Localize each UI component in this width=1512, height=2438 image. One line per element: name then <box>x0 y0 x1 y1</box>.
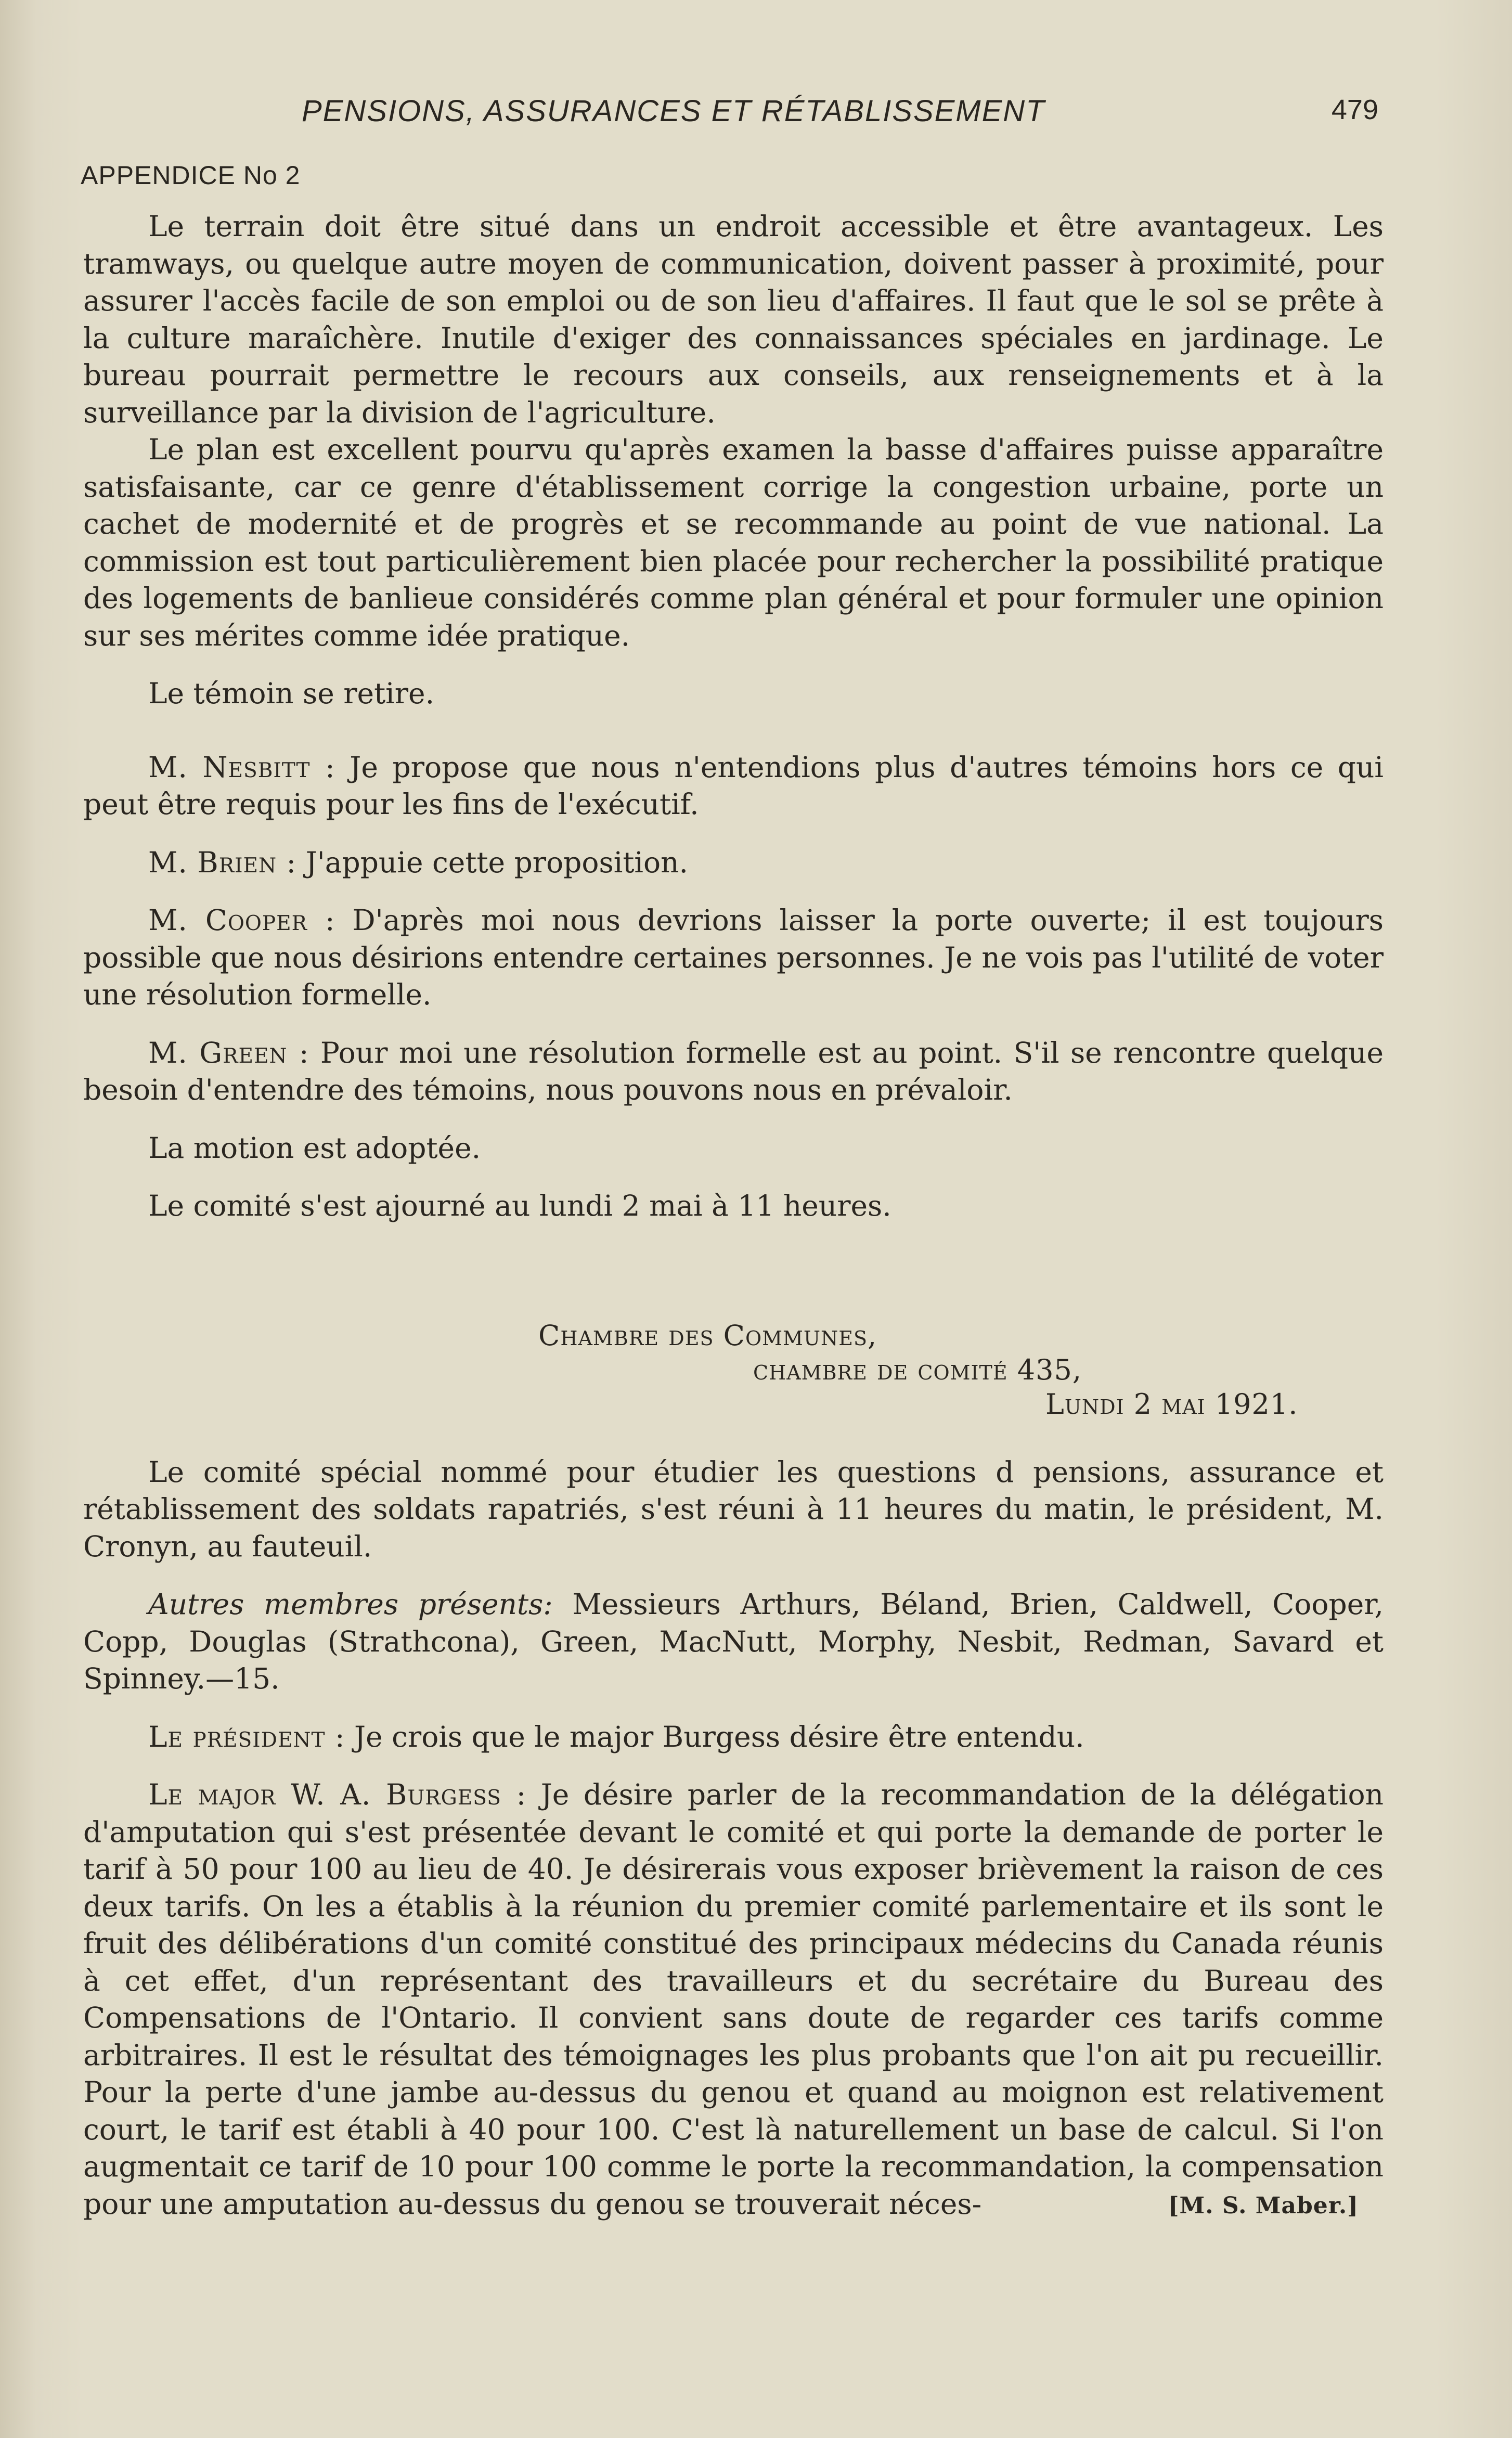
speech-president: Je crois que le major Burgess désire être entendu. <box>354 1720 1084 1753</box>
paragraph-members-present <box>83 1586 1384 1698</box>
paragraph-plan: Le plan est excellent pourvu qu'après examen la basse d'affaires puisse apparaître satisfaisante, car ce genre d'établissement corrige la congestion urbaine, porte un cachet de modernité et de progrès et se recommande au point de vue national. La commission est tout particulièrement bien placée pour rechercher la possibilité pratique des logements de banlieue considérés comme plan général et pour formuler une opinion sur ses mérites comme idée pratique. <box>83 433 1384 652</box>
speaker-brien: M. Brien : <box>148 845 297 879</box>
speaker-burgess: Le major W. A. Burgess : <box>148 1778 527 1811</box>
page-header <box>78 88 1378 135</box>
session-heading <box>83 1319 1384 1422</box>
heading-chamber: Chambre des Communes, <box>538 1319 877 1352</box>
paragraph-motion: La motion est adoptée. <box>148 1131 481 1165</box>
paragraph-nesbitt <box>83 749 1384 823</box>
paragraph-green <box>83 1035 1384 1109</box>
speech-burgess: Je désire parler de la recommandation de la délégation d'amputation qui s'est présentée devant le comité et qui porte la demande de porter le tarif à 50 pour 100 au lieu de 40. Je désirerais vous exposer brièvement la raison de ces deux tarifs. On les a établis à la réunion du premier comité parlementaire et ils sont le fruit des délibérations d'un comité constitué des principaux médecins du Canada réunis à cet effet, d'un représentant des travailleurs et du secrétaire du Bureau des Compensations de l'Ontario. Il convient sans doute de regarder ces tarifs comme arbitraires. Il est le résultat des témoignages les plus probants que l'on ait pu recueillir. Pour la perte d'une jambe au-dessus du genou et quand au moignon est relativement court, le tarif est établi à 40 pour 100. C'est là naturellement un base de calcul. Si l'on augmentait ce tarif de 10 pour 100 comme le porte la recommandation, la compensation pour une amputation au-dessus du genou se trouverait néces- <box>83 1778 1384 2221</box>
speaker-president: Le président : <box>148 1720 345 1753</box>
appendix-label: APPENDICE No 2 <box>81 161 301 190</box>
footer-note: [M. S. Maber.] <box>1168 2192 1359 2219</box>
speaker-green: M. Green : <box>148 1036 309 1069</box>
page-number: 479 <box>1331 94 1378 125</box>
members-lead: Autres membres présents: <box>148 1588 553 1621</box>
speech-cooper: D'après moi nous devrions laisser la porte ouverte; il est toujours possible que nous désirions entendre certaines personnes. Je ne vois pas l'utilité de voter une résolution formelle. <box>83 904 1384 1011</box>
members-list: Messieurs Arthurs, Béland, Brien, Caldwell, Cooper, Copp, Douglas (Strathcona), Green, MacNutt, Morphy, Nesbit, Redman, Savard et Spinney.—15. <box>83 1588 1384 1695</box>
paragraph-adjourned: Le comité s'est ajourné au lundi 2 mai à 11 heures. <box>148 1189 891 1222</box>
paragraph-brien <box>83 844 1384 882</box>
heading-date: Lundi 2 mai 1921. <box>1045 1387 1298 1421</box>
running-title: PENSIONS, ASSURANCES ET RÉTABLISSEMENT <box>302 94 1045 128</box>
paragraph-burgess <box>83 1776 1384 2223</box>
speech-brien: J'appuie cette proposition. <box>305 845 689 879</box>
paragraph-terrain: Le terrain doit être situé dans un endroit accessible et être avantageux. Les tramways, ou quelque autre moyen de communication, doivent passer à proximité, pour assurer l'accès facile de son emploi ou de son lieu d'affaires. Il faut que le sol se prête à la culture maraîchère. Inutile d'exiger des connaissances spéciales en jardinage. Le bureau pourrait permettre le recours aux conseils, aux renseignements et à la surveillance par la division de l'agriculture. <box>83 210 1384 429</box>
paragraph-witness-withdraws: Le témoin se retire. <box>148 677 435 710</box>
speaker-nesbitt: M. Nesbitt : <box>148 750 335 784</box>
heading-room: chambre de comité 435, <box>753 1353 1082 1386</box>
speaker-cooper: M. Cooper : <box>148 904 335 937</box>
body-text <box>83 208 1384 2223</box>
speech-nesbitt: Je propose que nous n'entendions plus d'autres témoins hors ce qui peut être requis pour les fins de l'exécutif. <box>83 750 1384 821</box>
speech-green: Pour moi une résolution formelle est au point. S'il se rencontre quelque besoin d'entendre des témoins, nous pouvons nous en prévaloir. <box>83 1036 1384 1106</box>
paragraph-president <box>83 1719 1384 1756</box>
paragraph-committee-met: Le comité spécial nommé pour étudier les questions d pensions, assurance et rétablissement des soldats rapatriés, s'est réuni à 11 heures du matin, le président, M. Cronyn, au fauteuil. <box>83 1455 1384 1563</box>
paragraph-cooper <box>83 902 1384 1014</box>
